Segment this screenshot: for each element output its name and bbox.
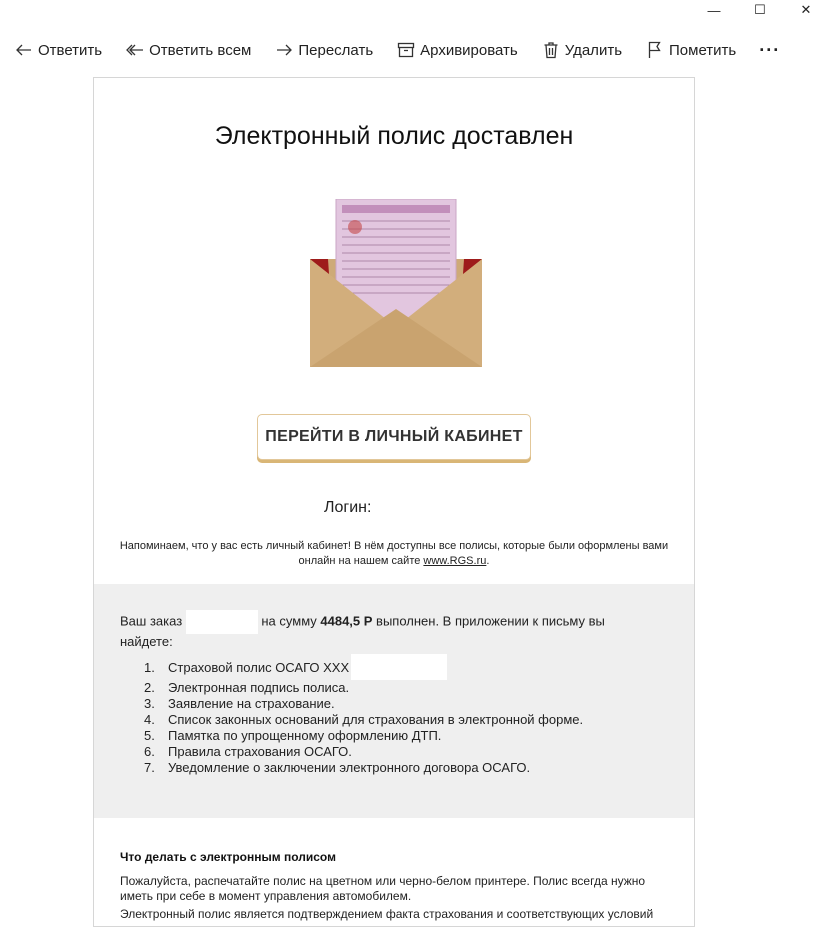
reply-arrow-icon bbox=[14, 40, 34, 60]
reply-all-label: Ответить всем bbox=[149, 41, 252, 59]
minimize-button[interactable]: — bbox=[707, 2, 721, 18]
personal-cabinet-button[interactable]: ПЕРЕЙТИ В ЛИЧНЫЙ КАБИНЕТ bbox=[257, 414, 531, 460]
list-item: 3. Заявление на страхование. bbox=[144, 696, 335, 711]
order-suffix: выполнен. В приложении к письму вы найдете: bbox=[120, 613, 605, 649]
list-item: 5. Памятка по упрощенному оформлению ДТП. bbox=[144, 728, 442, 743]
archive-icon bbox=[396, 40, 416, 60]
attachment-text: Электронная подпись полиса. bbox=[168, 680, 350, 695]
attachment-text: Памятка по упрощенному оформлению ДТП. bbox=[168, 728, 442, 743]
attachment-text: Заявление на страхование. bbox=[168, 696, 335, 711]
more-options-button[interactable]: ··· bbox=[759, 39, 781, 60]
cabinet-reminder bbox=[104, 539, 684, 569]
maximize-button[interactable]: ☐ bbox=[754, 2, 766, 17]
trash-icon bbox=[541, 40, 561, 60]
forward-label: Переслать bbox=[298, 41, 374, 59]
attachment-text: Страховой полис ОСАГО XXX bbox=[168, 660, 350, 675]
mail-toolbar bbox=[14, 36, 803, 64]
flag-label: Пометить bbox=[669, 41, 737, 59]
list-item: 4. Список законных оснований для страхования в электронной форме. bbox=[144, 712, 584, 727]
order-summary-text bbox=[120, 610, 620, 650]
attachment-text: Уведомление о заключении электронного договора ОСАГО. bbox=[168, 760, 531, 775]
flag-button[interactable] bbox=[645, 36, 736, 64]
archive-button[interactable] bbox=[396, 36, 518, 64]
section-heading: Что делать с электронным полисом bbox=[120, 850, 336, 864]
forward-button[interactable] bbox=[274, 36, 373, 64]
policy-validity-text: Электронный полис является подтверждением факта страхования и соответствующих условий bbox=[120, 907, 654, 921]
forward-arrow-icon bbox=[274, 40, 294, 60]
redacted-order-number bbox=[186, 610, 258, 634]
reply-label: Ответить bbox=[38, 41, 103, 59]
email-body bbox=[93, 77, 695, 927]
reply-button[interactable] bbox=[14, 36, 102, 64]
reminder-end: . bbox=[486, 555, 490, 567]
order-prefix: Ваш заказ bbox=[120, 613, 186, 629]
login-label: Логин: bbox=[324, 499, 372, 516]
list-item: 1. Страховой полис ОСАГО XXX bbox=[144, 660, 583, 680]
delete-label: Удалить bbox=[564, 41, 623, 59]
list-item: 7. Уведомление о заключении электронного договора ОСАГО. bbox=[144, 760, 531, 775]
print-instructions: Пожалуйста, распечатайте полис на цветном или черно-белом принтере. Полис всегда нужно иметь при себе в момент управления автомобилем. bbox=[120, 874, 646, 903]
reminder-text: Напоминаем, что у вас есть личный кабинет! В нём доступны все полисы, которые были оформлены вами онлайн на нашем сайте bbox=[119, 540, 669, 567]
order-mid: на сумму bbox=[257, 613, 321, 629]
attachment-text: Список законных оснований для страхования в электронной форме. bbox=[168, 712, 584, 727]
redacted-policy-number bbox=[351, 654, 447, 680]
envelope-policy-image bbox=[310, 199, 482, 367]
reply-all-icon bbox=[125, 40, 145, 60]
email-title: Электронный полис доставлен bbox=[214, 122, 574, 150]
attachment-text: Правила страхования ОСАГО. bbox=[168, 744, 352, 759]
delete-button[interactable] bbox=[541, 36, 622, 64]
archive-label: Архивировать bbox=[420, 41, 518, 59]
rgs-site-link[interactable]: www.RGS.ru bbox=[423, 555, 487, 567]
attachments-list bbox=[144, 660, 583, 776]
order-summary-block bbox=[94, 584, 694, 818]
flag-icon bbox=[645, 40, 665, 60]
close-button[interactable]: ✕ bbox=[800, 2, 812, 17]
list-item: 6. Правила страхования ОСАГО. bbox=[144, 744, 352, 759]
window-controls bbox=[691, 0, 829, 20]
reply-all-button[interactable] bbox=[125, 36, 251, 64]
list-item: 2. Электронная подпись полиса. bbox=[144, 680, 350, 695]
order-amount: 4484,5 Р bbox=[320, 613, 373, 629]
